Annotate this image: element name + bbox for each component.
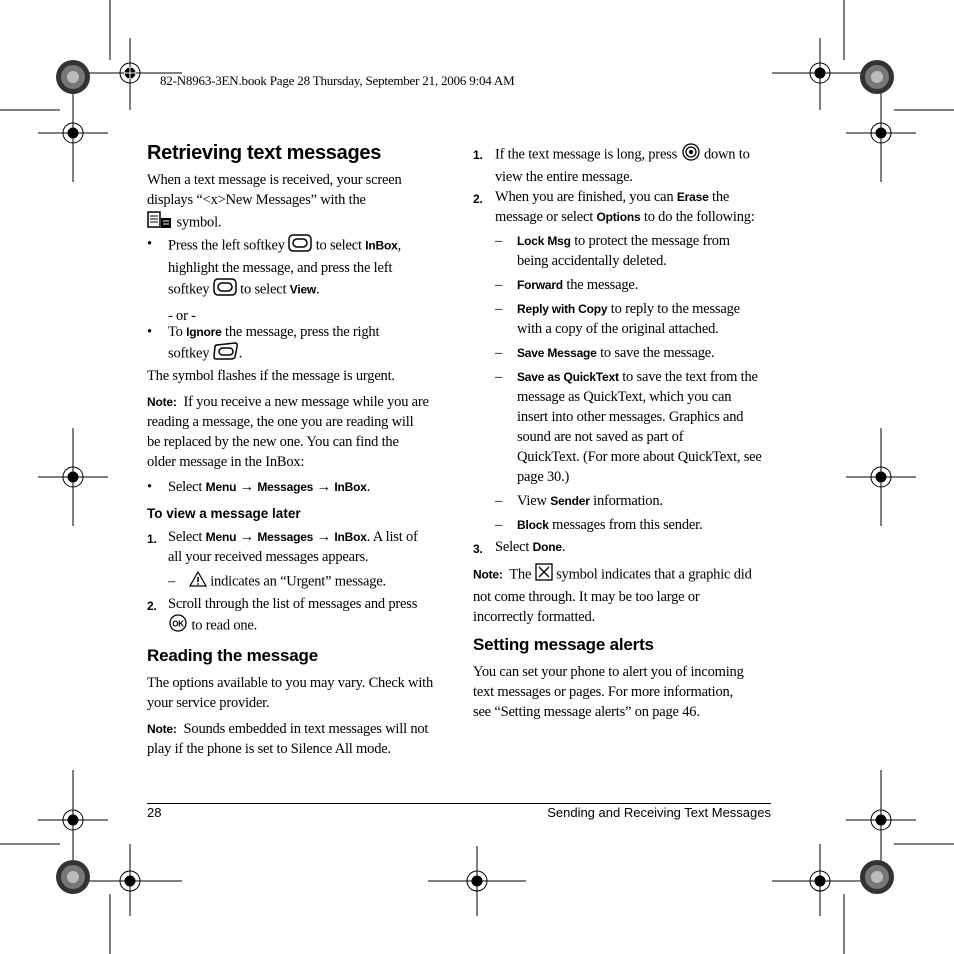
broken-graphic-icon xyxy=(535,563,553,587)
section-heading-view-later: To view a message later xyxy=(147,506,301,521)
step-1-right: 1. If the text message is long, press down to view the entire message. xyxy=(473,143,773,187)
note-new-message: Note: If you receive a new message while you are reading a message, the one you are reading will be replaced by the new one. You can find the older message in the InBox: xyxy=(147,394,429,470)
option-reply-with-copy: – Reply with Copy to reply to the message with a copy of the original attached. xyxy=(495,301,740,337)
step-2-left: 2. Scroll through the list of messages and press OK to read one. xyxy=(147,594,457,638)
intro-paragraph: When a text message is received, your screen displays “<x>New Messages” with the symbol. xyxy=(147,170,457,236)
page-number: 28 xyxy=(147,805,162,820)
print-info: 82-N8963-3EN.book Page 28 Thursday, September 21, 2006 9:04 AM xyxy=(160,73,515,88)
bullet-press-softkey: • Press the left softkey to select InBox, highlight the message, and press the left softkey to select View. - or - xyxy=(147,236,402,324)
note-sounds: Note: Sounds embedded in text messages will not play if the phone is set to Silence All mode. xyxy=(147,721,429,757)
note-graphic: Note: The symbol indicates that a graphic did not come through. It may be too large or incorrectly formatted. xyxy=(473,563,773,627)
step-3-right: 3. Select Done. xyxy=(473,539,566,556)
new-message-icon xyxy=(147,210,173,236)
alerts-paragraph: You can set your phone to alert you of incoming text messages or pages. For more information, see “Setting message alerts” on page 46. xyxy=(473,664,744,720)
step-2-right: 2. When you are finished, you can Erase the message or select Options to do the following: xyxy=(473,189,755,225)
bullet-ignore: • To Ignore the message, press the right softkey . xyxy=(147,322,457,366)
step-1-left: 1. Select Menu → Messages → InBox. A list of all your received messages appears. – indicates an “Urgent” message. xyxy=(147,527,457,593)
footer-rule xyxy=(147,803,771,804)
right-softkey-icon xyxy=(213,342,239,366)
reading-paragraph: The options available to you may vary. Check with your service provider. xyxy=(147,675,434,711)
ok-key-icon xyxy=(168,614,188,638)
option-forward: – Forward the message. xyxy=(495,277,639,293)
option-lock-msg: – Lock Msg to protect the message from being accidentally deleted. xyxy=(495,233,730,269)
svg-text:OK: OK xyxy=(172,619,184,629)
options-list xyxy=(495,231,775,535)
section-heading-alerts: Setting message alerts xyxy=(473,635,654,654)
option-save-as-quicktext: – Save as QuickText to save the text from the message as QuickText, which you can insert into other messages. Graphics and sound are not saved as part of QuickText. (For more about QuickText, see page 30.) xyxy=(495,369,762,485)
flash-text: The symbol flashes if the message is urgent. xyxy=(147,368,395,384)
option-view-sender: – View Sender information. xyxy=(495,493,663,509)
option-save-message: – Save Message to save the message. xyxy=(495,345,715,361)
section-heading-reading: Reading the message xyxy=(147,646,318,665)
bullet-select-inbox: • Select Menu → Messages → InBox. xyxy=(147,479,371,495)
option-block: – Block messages from this sender. xyxy=(495,517,703,533)
nav-key-icon xyxy=(681,143,701,167)
left-softkey-icon xyxy=(213,278,237,302)
warning-icon xyxy=(189,571,207,593)
left-softkey-icon xyxy=(288,234,312,258)
page-title: Retrieving text messages xyxy=(147,142,382,164)
chapter-title: Sending and Receiving Text Messages xyxy=(547,805,771,820)
